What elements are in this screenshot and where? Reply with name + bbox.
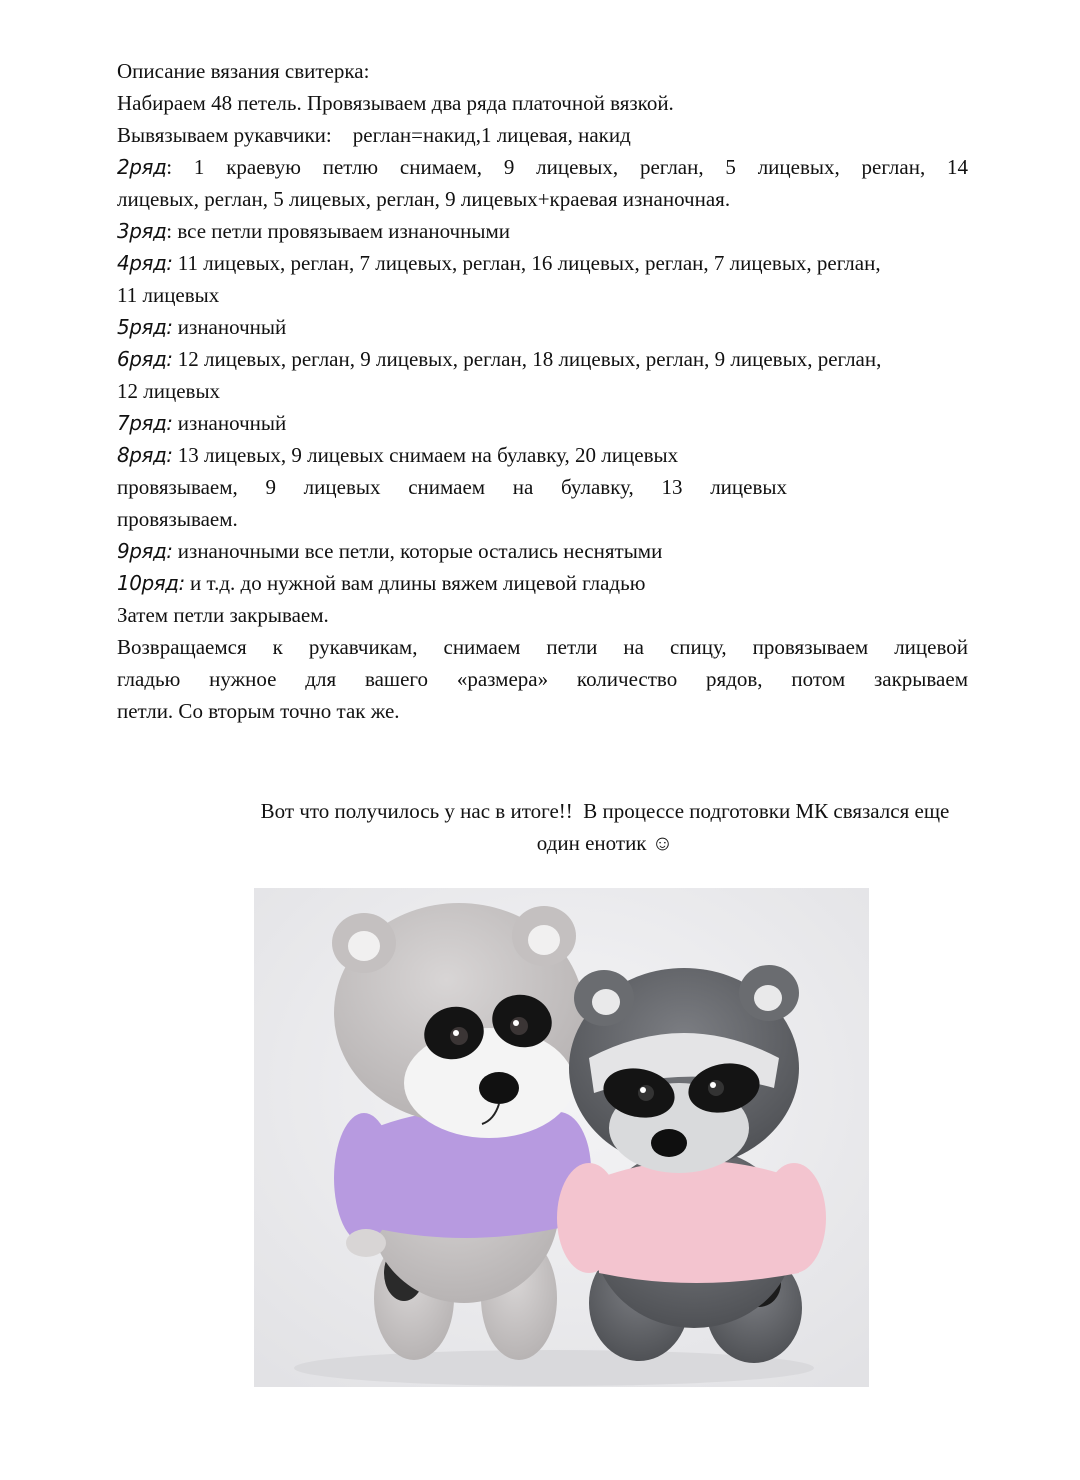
row-label: 6ряд: [117,347,173,371]
raccoon-toys-photo [254,888,869,1387]
instruction-line: Набираем 48 петель. Провязываем два ряда платочной вязкой. [117,91,674,115]
raccoon-illustration [254,888,869,1387]
row-label: 9ряд: [117,539,173,563]
knitting-instructions [117,55,1037,727]
row-label: 4ряд: [117,251,173,275]
row-9-instruction: 9ряд: изнаночными все петли, которые остались неснятыми [117,539,663,563]
instruction-line: лицевых, реглан, 5 лицевых, реглан, 9 лицевых+краевая изнаночная. [117,187,731,211]
instruction-line: 11 лицевых [117,283,220,307]
instruction-line: провязываем. [117,507,238,531]
instruction-line: петли. Со вторым точно так же. [117,699,400,723]
row-10-instruction: 10ряд: и т.д. до нужной вам длины вяжем лицевой гладью [117,571,646,595]
row-7-instruction: 7ряд: изнаночный [117,411,287,435]
photo-caption [180,795,1030,859]
row-3-instruction: 3ряд: все петли провязываем изнаночными [117,219,510,243]
instruction-line: 12 лицевых [117,379,221,403]
row-4-instruction: 4ряд: 11 лицевых, реглан, 7 лицевых, реглан, 16 лицевых, реглан, 7 лицевых, реглан, [117,251,881,275]
row-label: 5ряд: [117,315,173,339]
row-label: 7ряд: [117,411,173,435]
row-label: 3ряд [117,219,167,243]
instruction-line: гладью нужное для вашего «размера» количество рядов, потом закрываем [117,667,968,691]
instruction-line: Вывязываем рукавчики: реглан=накид,1 лицевая, накид [117,123,631,147]
row-8-instruction: 8ряд: 13 лицевых, 9 лицевых снимаем на булавку, 20 лицевых [117,443,679,467]
caption-line: один енотик ☺ [536,831,674,855]
row-2-instruction: 2ряд: 1 краевую петлю снимаем, 9 лицевых, реглан, 5 лицевых, реглан, 14 [117,155,968,179]
instruction-line: Описание вязания свитерка: [117,59,370,83]
instruction-line: Затем петли закрываем. [117,603,329,627]
row-label: 8ряд: [117,443,173,467]
row-5-instruction: 5ряд: изнаночный [117,315,287,339]
row-label: 10ряд: [117,571,185,595]
row-label: 2ряд [117,155,167,179]
caption-line: Вот что получилось у нас в итоге!! В процессе подготовки МК связался еще [260,799,950,823]
instruction-line: Возвращаемся к рукавчикам, снимаем петли на спицу, провязываем лицевой [117,635,968,659]
row-6-instruction: 6ряд: 12 лицевых, реглан, 9 лицевых, реглан, 18 лицевых, реглан, 9 лицевых, реглан, [117,347,882,371]
instruction-line: провязываем, 9 лицевых снимаем на булавку, 13 лицевых [117,475,787,499]
